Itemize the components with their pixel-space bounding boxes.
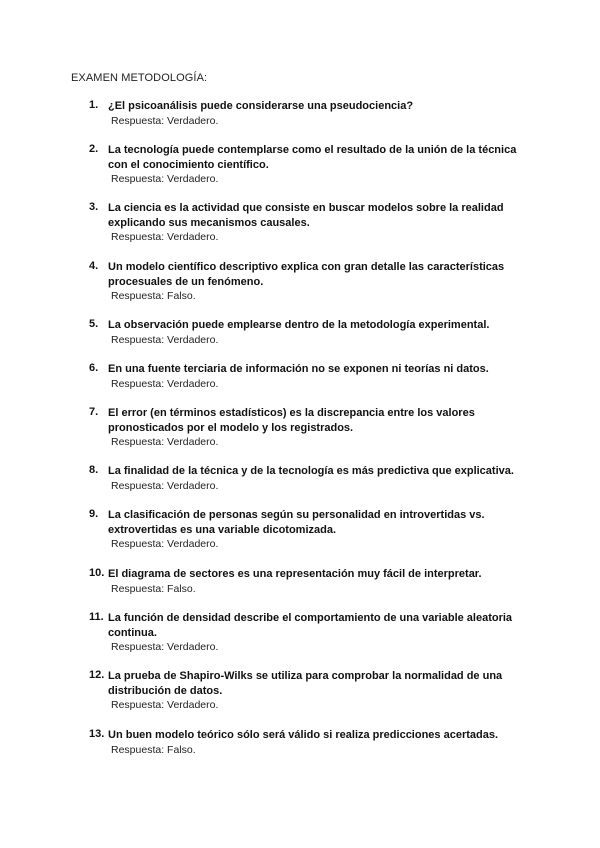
question-answer: Respuesta: Verdadero. [111, 333, 219, 346]
question-item [89, 143, 529, 186]
question-number: 13. [89, 728, 105, 740]
question-number: 10. [89, 567, 105, 579]
question-text: La clasificación de personas según su personalidad en introvertidas vs. extrovertidas es una variable dicotomizada. [108, 509, 485, 536]
question-number: 5. [89, 318, 99, 330]
question-number: 12. [89, 669, 105, 681]
question-item [89, 728, 529, 757]
question-answer: Respuesta: Verdadero. [111, 436, 219, 448]
question-item [89, 611, 529, 654]
question-text: La prueba de Shapiro-Wilks se utiliza para comprobar la normalidad de una distribución de datos. [108, 670, 503, 697]
question-text: Un modelo científico descriptivo explica con gran detalle las características procesuales de un fenómeno. [108, 261, 505, 288]
question-answer: Respuesta: Falso. [111, 582, 196, 595]
question-answer: Respuesta: Verdadero. [111, 231, 219, 243]
question-item [89, 406, 529, 449]
question-answer: Respuesta: Falso. [111, 743, 196, 756]
exam-title: EXAMEN METODOLOGÍA: [71, 72, 208, 84]
question-answer: Respuesta: Verdadero. [111, 538, 219, 550]
question-text: La finalidad de la técnica y de la tecnología es más predictiva que explicativa. [108, 465, 514, 477]
question-answer: Respuesta: Verdadero. [111, 377, 219, 390]
question-answer: Respuesta: Falso. [111, 290, 196, 302]
question-text: El error (en términos estadísticos) es la discrepancia entre los valores pronosticados por el modelo y los registrados. [108, 407, 475, 434]
question-item [89, 362, 529, 391]
question-number: 7. [89, 406, 99, 418]
question-text: La función de densidad describe el comportamiento de una variable aleatoria continua. [108, 612, 513, 639]
question-item [89, 508, 529, 551]
question-text: En una fuente terciaria de información no se exponen ni teorías ni datos. [108, 363, 489, 375]
question-number: 9. [89, 508, 99, 520]
question-text: La observación puede emplearse dentro de la metodología experimental. [108, 319, 490, 331]
question-number: 6. [89, 362, 99, 374]
question-answer: Respuesta: Verdadero. [111, 479, 219, 492]
question-answer: Respuesta: Verdadero. [111, 173, 219, 185]
question-text: La ciencia es la actividad que consiste en buscar modelos sobre la realidad explicando sus mecanismos causales. [108, 202, 504, 229]
question-answer: Respuesta: Verdadero. [111, 699, 219, 711]
question-text: El diagrama de sectores es una representación muy fácil de interpretar. [108, 568, 482, 580]
question-item [89, 669, 529, 712]
question-number: 4. [89, 260, 99, 272]
question-text: Un buen modelo teórico sólo será válido si realiza predicciones acertadas. [108, 729, 499, 741]
question-number: 8. [89, 464, 99, 476]
question-item [89, 464, 529, 493]
question-number: 11. [89, 611, 104, 623]
question-item [89, 99, 529, 128]
question-number: 3. [89, 201, 99, 213]
question-answer: Respuesta: Verdadero. [111, 114, 219, 127]
question-item [89, 201, 529, 244]
question-answer: Respuesta: Verdadero. [111, 641, 219, 653]
question-text: ¿El psicoanálisis puede considerarse una pseudociencia? [108, 100, 414, 112]
question-number: 2. [89, 143, 99, 155]
question-item [89, 318, 529, 347]
question-text: La tecnología puede contemplarse como el resultado de la unión de la técnica con el conocimiento científico. [108, 144, 517, 171]
question-item [89, 567, 529, 596]
question-number: 1. [89, 99, 99, 111]
question-item [89, 260, 529, 303]
